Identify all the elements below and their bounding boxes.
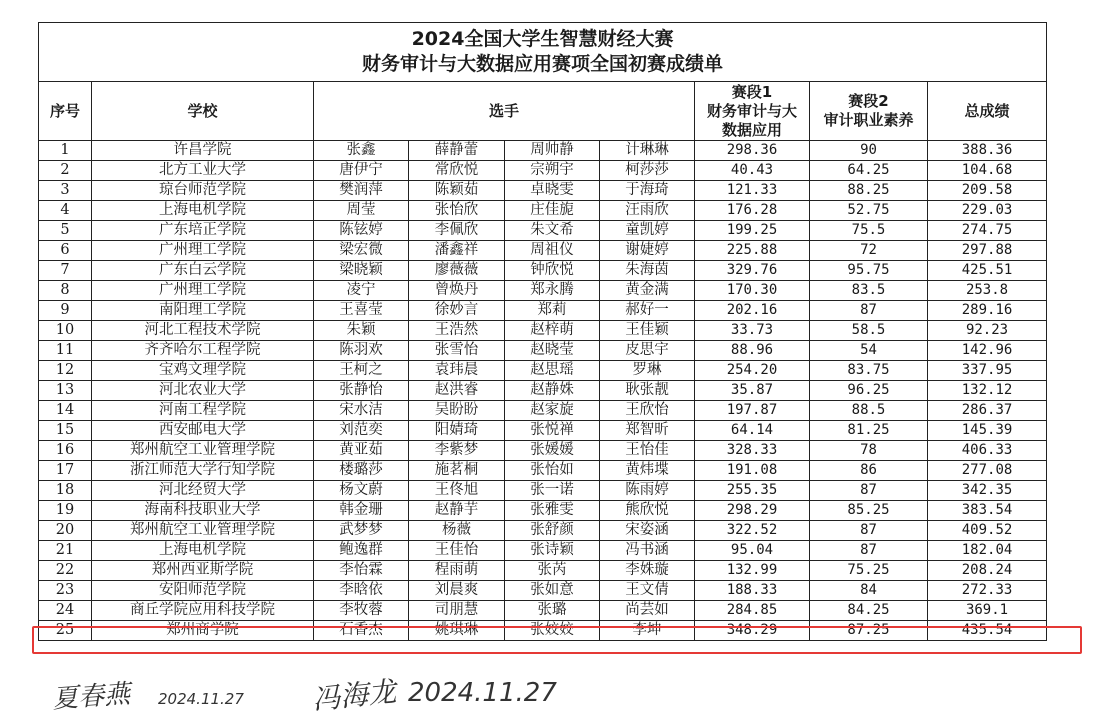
row-player-2: 赵静芋	[409, 501, 505, 521]
row-player-2: 袁玮晨	[409, 361, 505, 381]
row-total-score: 132.12	[928, 381, 1047, 401]
row-school: 广州理工学院	[92, 281, 314, 301]
row-stage1-score: 284.85	[695, 601, 810, 621]
row-school: 河北农业大学	[92, 381, 314, 401]
row-stage1-score: 33.73	[695, 321, 810, 341]
table-row	[39, 201, 1047, 221]
row-player-4: 郝好一	[600, 301, 695, 321]
row-total-score: 337.95	[928, 361, 1047, 381]
row-school: 琼台师范学院	[92, 181, 314, 201]
row-player-3: 钟欣悦	[505, 261, 600, 281]
row-total-score: 342.35	[928, 481, 1047, 501]
row-stage2-score: 87.25	[810, 621, 928, 641]
table-title	[39, 23, 1047, 82]
row-total-score: 289.16	[928, 301, 1047, 321]
row-total-score: 104.68	[928, 161, 1047, 181]
row-total-score: 92.23	[928, 321, 1047, 341]
row-index: 19	[39, 501, 92, 521]
table-row	[39, 461, 1047, 481]
row-player-1: 李晗依	[314, 581, 409, 601]
row-player-2: 王浩然	[409, 321, 505, 341]
row-player-1: 梁晓颖	[314, 261, 409, 281]
row-stage1-score: 121.33	[695, 181, 810, 201]
row-player-1: 周莹	[314, 201, 409, 221]
row-index: 6	[39, 241, 92, 261]
row-player-4: 柯莎莎	[600, 161, 695, 181]
row-player-3: 张姣姣	[505, 621, 600, 641]
row-player-4: 汪雨欣	[600, 201, 695, 221]
table-body	[39, 141, 1047, 641]
row-index: 21	[39, 541, 92, 561]
row-player-1: 陈羽欢	[314, 341, 409, 361]
signature-date-2: 2024.11.27	[408, 678, 557, 708]
table-row	[39, 281, 1047, 301]
table-row	[39, 241, 1047, 261]
row-player-1: 凌宁	[314, 281, 409, 301]
row-stage1-score: 64.14	[695, 421, 810, 441]
signature-1: 夏春燕	[51, 679, 132, 715]
row-player-1: 楼璐莎	[314, 461, 409, 481]
row-stage2-score: 87	[810, 301, 928, 321]
signature-area	[40, 666, 640, 726]
row-index: 22	[39, 561, 92, 581]
row-player-1: 李怡霖	[314, 561, 409, 581]
row-player-3: 卓晓雯	[505, 181, 600, 201]
row-school: 郑州商学院	[92, 621, 314, 641]
row-index: 25	[39, 621, 92, 641]
row-school: 上海电机学院	[92, 201, 314, 221]
row-stage2-score: 96.25	[810, 381, 928, 401]
row-total-score: 383.54	[928, 501, 1047, 521]
score-table	[38, 22, 1047, 641]
row-player-4: 郑智昕	[600, 421, 695, 441]
row-stage1-score: 225.88	[695, 241, 810, 261]
row-school: 河北经贸大学	[92, 481, 314, 501]
row-player-2: 潘鑫祥	[409, 241, 505, 261]
highlight-box	[32, 626, 1082, 654]
row-stage1-score: 35.87	[695, 381, 810, 401]
row-stage1-score: 322.52	[695, 521, 810, 541]
row-player-4: 李姝璇	[600, 561, 695, 581]
row-player-2: 徐妙言	[409, 301, 505, 321]
row-index: 24	[39, 601, 92, 621]
row-index: 1	[39, 141, 92, 161]
row-school: 安阳师范学院	[92, 581, 314, 601]
row-index: 17	[39, 461, 92, 481]
row-school: 海南科技职业大学	[92, 501, 314, 521]
table-row	[39, 221, 1047, 241]
row-stage2-score: 52.75	[810, 201, 928, 221]
row-player-1: 王喜莹	[314, 301, 409, 321]
row-stage2-score: 54	[810, 341, 928, 361]
table-row	[39, 161, 1047, 181]
title-line2: 财务审计与大数据应用赛项全国初赛成绩单	[362, 53, 724, 75]
table-row	[39, 481, 1047, 501]
row-total-score: 208.24	[928, 561, 1047, 581]
row-index: 7	[39, 261, 92, 281]
row-player-4: 冯书涵	[600, 541, 695, 561]
table-row	[39, 381, 1047, 401]
row-stage1-score: 176.28	[695, 201, 810, 221]
row-player-4: 童凯婷	[600, 221, 695, 241]
row-stage2-score: 58.5	[810, 321, 928, 341]
row-player-2: 施茗桐	[409, 461, 505, 481]
row-player-2: 张怡欣	[409, 201, 505, 221]
table-row	[39, 441, 1047, 461]
row-player-3: 周帅静	[505, 141, 600, 161]
row-player-2: 刘晨爽	[409, 581, 505, 601]
row-player-2: 姚琪琳	[409, 621, 505, 641]
signature-2: 冯海龙	[310, 674, 398, 717]
row-stage2-score: 81.25	[810, 421, 928, 441]
row-player-3: 庄佳旎	[505, 201, 600, 221]
row-stage1-score: 95.04	[695, 541, 810, 561]
row-index: 3	[39, 181, 92, 201]
row-index: 12	[39, 361, 92, 381]
row-school: 广东白云学院	[92, 261, 314, 281]
row-player-3: 朱文希	[505, 221, 600, 241]
signature-date-1: 2024.11.27	[158, 690, 244, 708]
row-player-3: 郑莉	[505, 301, 600, 321]
row-player-1: 宋水洁	[314, 401, 409, 421]
row-total-score: 229.03	[928, 201, 1047, 221]
row-player-2: 曾焕丹	[409, 281, 505, 301]
row-stage2-score: 86	[810, 461, 928, 481]
row-school: 郑州航空工业管理学院	[92, 441, 314, 461]
row-player-4: 王佳颖	[600, 321, 695, 341]
header-stage2	[810, 82, 928, 141]
row-stage2-score: 87	[810, 521, 928, 541]
row-player-3: 赵晓莹	[505, 341, 600, 361]
row-player-3: 赵静姝	[505, 381, 600, 401]
row-school: 郑州航空工业管理学院	[92, 521, 314, 541]
row-stage2-score: 87	[810, 541, 928, 561]
row-player-2: 赵洪睿	[409, 381, 505, 401]
row-player-1: 刘范奕	[314, 421, 409, 441]
table-row	[39, 601, 1047, 621]
row-player-3: 赵梓萌	[505, 321, 600, 341]
row-player-1: 朱颖	[314, 321, 409, 341]
row-player-2: 薛静蕾	[409, 141, 505, 161]
row-index: 9	[39, 301, 92, 321]
row-player-1: 石香杰	[314, 621, 409, 641]
table-row	[39, 401, 1047, 421]
row-player-2: 杨薇	[409, 521, 505, 541]
row-stage1-score: 40.43	[695, 161, 810, 181]
row-total-score: 425.51	[928, 261, 1047, 281]
row-index: 20	[39, 521, 92, 541]
row-player-3: 张一诺	[505, 481, 600, 501]
row-player-3: 张璐	[505, 601, 600, 621]
table-row	[39, 341, 1047, 361]
row-index: 2	[39, 161, 92, 181]
row-player-2: 王佳怡	[409, 541, 505, 561]
row-index: 8	[39, 281, 92, 301]
header-players: 选手	[314, 82, 695, 141]
table-row	[39, 181, 1047, 201]
row-school: 商丘学院应用科技学院	[92, 601, 314, 621]
row-total-score: 435.54	[928, 621, 1047, 641]
row-player-4: 熊欣悦	[600, 501, 695, 521]
row-player-1: 李牧蓉	[314, 601, 409, 621]
header-school: 学校	[92, 82, 314, 141]
row-school: 浙江师范大学行知学院	[92, 461, 314, 481]
row-player-3: 宗朔宇	[505, 161, 600, 181]
row-player-4: 耿张靓	[600, 381, 695, 401]
row-school: 许昌学院	[92, 141, 314, 161]
row-total-score: 145.39	[928, 421, 1047, 441]
row-stage1-score: 298.36	[695, 141, 810, 161]
row-player-4: 宋姿涵	[600, 521, 695, 541]
row-total-score: 209.58	[928, 181, 1047, 201]
row-stage2-score: 64.25	[810, 161, 928, 181]
row-total-score: 406.33	[928, 441, 1047, 461]
row-player-1: 樊润萍	[314, 181, 409, 201]
row-player-4: 王欣怡	[600, 401, 695, 421]
table-row	[39, 541, 1047, 561]
row-player-4: 计琳琳	[600, 141, 695, 161]
row-stage2-score: 88.5	[810, 401, 928, 421]
row-school: 北方工业大学	[92, 161, 314, 181]
row-stage2-score: 88.25	[810, 181, 928, 201]
row-player-2: 王佟旭	[409, 481, 505, 501]
row-index: 13	[39, 381, 92, 401]
row-player-4: 王文倩	[600, 581, 695, 601]
row-stage1-score: 170.30	[695, 281, 810, 301]
row-total-score: 253.8	[928, 281, 1047, 301]
row-player-1: 鲍逸群	[314, 541, 409, 561]
header-total: 总成绩	[928, 82, 1047, 141]
table-row	[39, 561, 1047, 581]
row-total-score: 286.37	[928, 401, 1047, 421]
row-total-score: 142.96	[928, 341, 1047, 361]
row-player-2: 阳婧琦	[409, 421, 505, 441]
table-row	[39, 321, 1047, 341]
row-player-4: 罗琳	[600, 361, 695, 381]
row-player-2: 张雪怡	[409, 341, 505, 361]
table-row	[39, 301, 1047, 321]
row-school: 南阳理工学院	[92, 301, 314, 321]
row-player-3: 张芮	[505, 561, 600, 581]
row-player-1: 陈铉婷	[314, 221, 409, 241]
row-player-3: 张舒颜	[505, 521, 600, 541]
row-school: 宝鸡文理学院	[92, 361, 314, 381]
row-player-1: 张鑫	[314, 141, 409, 161]
row-player-3: 张悦禅	[505, 421, 600, 441]
row-stage2-score: 83.5	[810, 281, 928, 301]
row-school: 郑州西亚斯学院	[92, 561, 314, 581]
row-school: 河北工程技术学院	[92, 321, 314, 341]
row-player-1: 张静怡	[314, 381, 409, 401]
row-player-4: 尚芸如	[600, 601, 695, 621]
row-stage1-score: 298.29	[695, 501, 810, 521]
row-index: 18	[39, 481, 92, 501]
row-total-score: 369.1	[928, 601, 1047, 621]
score-sheet	[38, 22, 1046, 641]
row-school: 河南工程学院	[92, 401, 314, 421]
row-school: 广东培正学院	[92, 221, 314, 241]
row-index: 14	[39, 401, 92, 421]
row-total-score: 274.75	[928, 221, 1047, 241]
row-stage2-score: 83.75	[810, 361, 928, 381]
table-row	[39, 141, 1047, 161]
row-stage1-score: 328.33	[695, 441, 810, 461]
row-stage1-score: 348.29	[695, 621, 810, 641]
row-index: 23	[39, 581, 92, 601]
header-row	[39, 82, 1047, 141]
row-player-4: 谢婕婷	[600, 241, 695, 261]
row-player-4: 陈雨婷	[600, 481, 695, 501]
row-player-3: 郑永腾	[505, 281, 600, 301]
header-index: 序号	[39, 82, 92, 141]
row-player-3: 张雅雯	[505, 501, 600, 521]
row-player-1: 黄亚茹	[314, 441, 409, 461]
row-stage1-score: 254.20	[695, 361, 810, 381]
row-index: 5	[39, 221, 92, 241]
row-total-score: 182.04	[928, 541, 1047, 561]
row-player-2: 李紫梦	[409, 441, 505, 461]
row-player-3: 张诗颖	[505, 541, 600, 561]
row-player-2: 吴盼盼	[409, 401, 505, 421]
row-stage2-score: 75.25	[810, 561, 928, 581]
row-school: 广州理工学院	[92, 241, 314, 261]
row-stage1-score: 132.99	[695, 561, 810, 581]
row-player-2: 李佩欣	[409, 221, 505, 241]
row-stage1-score: 255.35	[695, 481, 810, 501]
row-player-4: 王怡佳	[600, 441, 695, 461]
row-stage2-score: 90	[810, 141, 928, 161]
table-row	[39, 521, 1047, 541]
table-row	[39, 261, 1047, 281]
row-player-2: 程雨萌	[409, 561, 505, 581]
row-stage2-score: 72	[810, 241, 928, 261]
row-player-1: 杨文蔚	[314, 481, 409, 501]
row-school: 西安邮电大学	[92, 421, 314, 441]
row-player-1: 梁宏微	[314, 241, 409, 261]
row-stage2-score: 84	[810, 581, 928, 601]
row-player-4: 朱海茵	[600, 261, 695, 281]
row-player-2: 常欣悦	[409, 161, 505, 181]
row-stage2-score: 75.5	[810, 221, 928, 241]
header-stage2-text: 赛段2 审计职业素养	[823, 92, 914, 129]
header-stage1-text: 赛段1 财务审计与大 数据应用	[706, 82, 797, 139]
row-player-3: 赵思瑶	[505, 361, 600, 381]
row-stage2-score: 85.25	[810, 501, 928, 521]
row-stage2-score: 78	[810, 441, 928, 461]
row-player-1: 王柯之	[314, 361, 409, 381]
row-school: 齐齐哈尔工程学院	[92, 341, 314, 361]
row-stage1-score: 202.16	[695, 301, 810, 321]
row-player-4: 黄炜堞	[600, 461, 695, 481]
row-total-score: 277.08	[928, 461, 1047, 481]
row-total-score: 388.36	[928, 141, 1047, 161]
row-player-3: 张怡如	[505, 461, 600, 481]
row-stage1-score: 197.87	[695, 401, 810, 421]
row-stage1-score: 199.25	[695, 221, 810, 241]
row-player-1: 武梦梦	[314, 521, 409, 541]
row-player-2: 司朋慧	[409, 601, 505, 621]
row-player-4: 黄金满	[600, 281, 695, 301]
row-player-3: 张如意	[505, 581, 600, 601]
row-total-score: 409.52	[928, 521, 1047, 541]
row-total-score: 272.33	[928, 581, 1047, 601]
row-player-4: 李坤	[600, 621, 695, 641]
row-player-4: 皮思宇	[600, 341, 695, 361]
row-school: 上海电机学院	[92, 541, 314, 561]
row-player-3: 张媛媛	[505, 441, 600, 461]
table-row	[39, 421, 1047, 441]
table-row	[39, 501, 1047, 521]
table-row	[39, 361, 1047, 381]
row-player-3: 周祖仪	[505, 241, 600, 261]
row-stage1-score: 188.33	[695, 581, 810, 601]
row-stage2-score: 84.25	[810, 601, 928, 621]
row-stage1-score: 329.76	[695, 261, 810, 281]
row-player-2: 廖薇薇	[409, 261, 505, 281]
row-stage1-score: 191.08	[695, 461, 810, 481]
row-player-4: 于海琦	[600, 181, 695, 201]
row-total-score: 297.88	[928, 241, 1047, 261]
row-stage1-score: 88.96	[695, 341, 810, 361]
header-stage1	[695, 82, 810, 141]
row-stage2-score: 95.75	[810, 261, 928, 281]
row-player-2: 陈颖茹	[409, 181, 505, 201]
row-index: 4	[39, 201, 92, 221]
row-index: 10	[39, 321, 92, 341]
row-index: 16	[39, 441, 92, 461]
row-player-1: 唐伊宁	[314, 161, 409, 181]
row-player-3: 赵家旋	[505, 401, 600, 421]
table-row	[39, 581, 1047, 601]
row-index: 15	[39, 421, 92, 441]
row-player-1: 韩金珊	[314, 501, 409, 521]
row-index: 11	[39, 341, 92, 361]
title-line1: 2024全国大学生智慧财经大赛	[411, 28, 674, 50]
row-stage2-score: 87	[810, 481, 928, 501]
